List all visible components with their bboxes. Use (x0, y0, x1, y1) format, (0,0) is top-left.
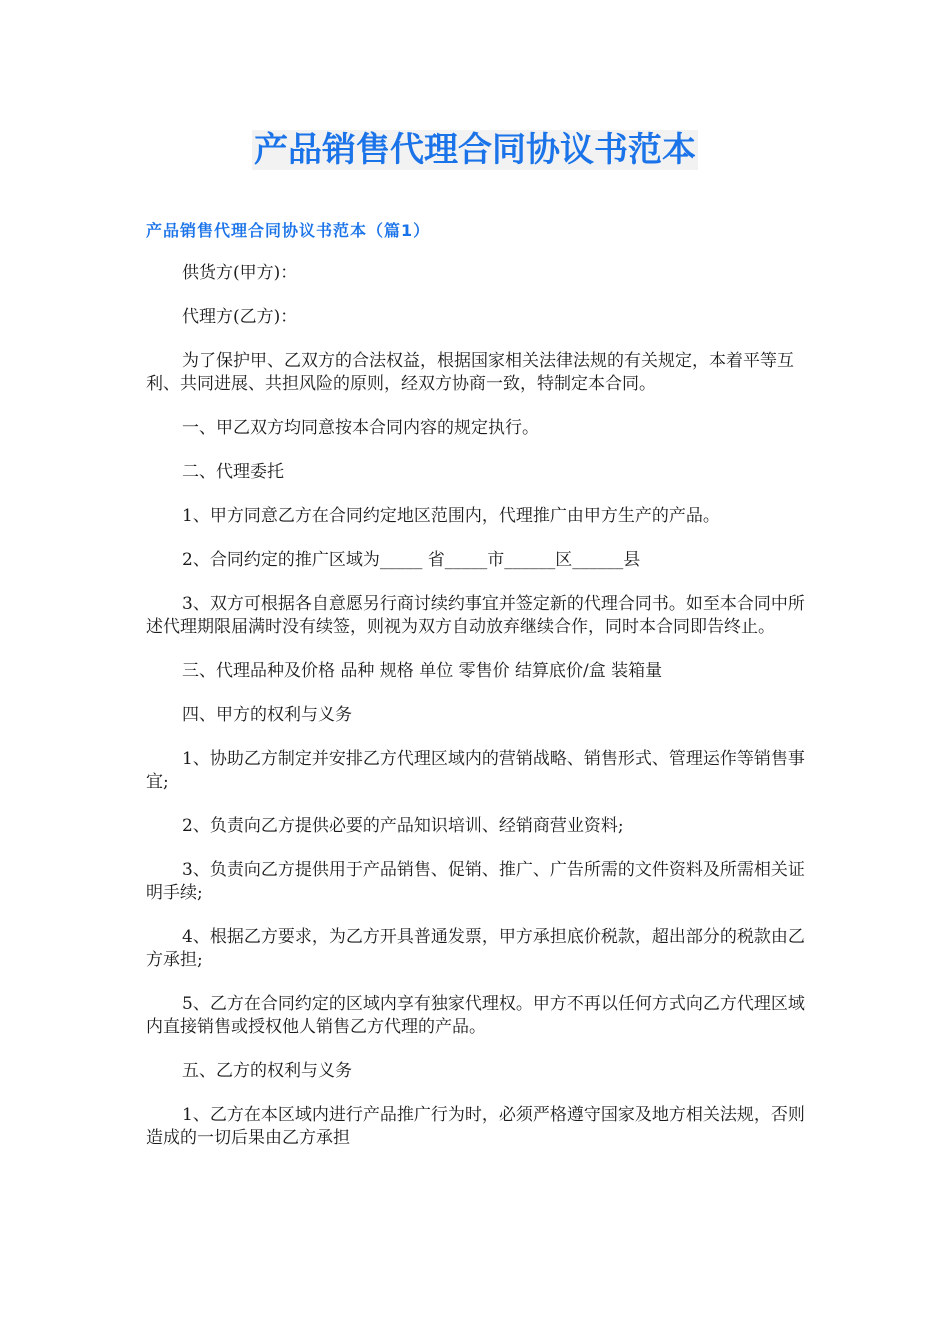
paragraph: 1、甲方同意乙方在合同约定地区范围内，代理推广由甲方生产的产品。 (182, 506, 720, 526)
paragraph: 1、协助乙方制定并安排乙方代理区域内的营销战略、销售形式、管理运作等销售事宜; (146, 749, 805, 792)
paragraph: 四、甲方的权利与义务 (182, 705, 352, 725)
section-heading: 产品销售代理合同协议书范本（篇1） (146, 221, 431, 240)
paragraph: 3、双方可根据各自意愿另行商讨续约事宜并签定新的代理合同书。如至本合同中所述代理期限届满时没有续签，则视为双方自动放弃继续合作，同时本合同即告终止。 (146, 594, 805, 637)
paragraph: 为了保护甲、乙双方的合法权益，根据国家相关法律法规的有关规定，本着平等互利、共同进展、共担风险的原则，经双方协商一致，特制定本合同。 (146, 351, 794, 394)
document-title (0, 126, 950, 174)
document-title-text: 产品销售代理合同协议书范本 (254, 130, 696, 170)
paragraph: 二、代理委托 (182, 462, 284, 482)
paragraph: 3、负责向乙方提供用于产品销售、促销、推广、广告所需的文件资料及所需相关证明手续; (146, 860, 805, 903)
paragraph: 5、乙方在合同约定的区域内享有独家代理权。甲方不再以任何方式向乙方代理区域内直接销售或授权他人销售乙方代理的产品。 (146, 994, 805, 1037)
paragraph: 三、代理品种及价格 品种 规格 单位 零售价 结算底价/盒 装箱量 (182, 661, 663, 681)
paragraph: 2、负责向乙方提供必要的产品知识培训、经销商营业资料; (182, 816, 624, 836)
paragraph: 2、合同约定的推广区域为_____ 省_____市______区______县 (182, 550, 641, 570)
paragraph: 五、乙方的权利与义务 (182, 1061, 352, 1081)
paragraph: 一、甲乙双方均同意按本合同内容的规定执行。 (182, 418, 539, 438)
paragraph: 1、乙方在本区域内进行产品推广行为时，必须严格遵守国家及地方相关法规，否则造成的一切后果由乙方承担 (146, 1105, 805, 1148)
paragraph: 4、根据乙方要求，为乙方开具普通发票，甲方承担底价税款，超出部分的税款由乙方承担; (146, 927, 805, 970)
paragraph: 供货方(甲方)： (182, 263, 298, 283)
document-body (146, 262, 806, 1171)
paragraph: 代理方(乙方)： (182, 307, 298, 327)
